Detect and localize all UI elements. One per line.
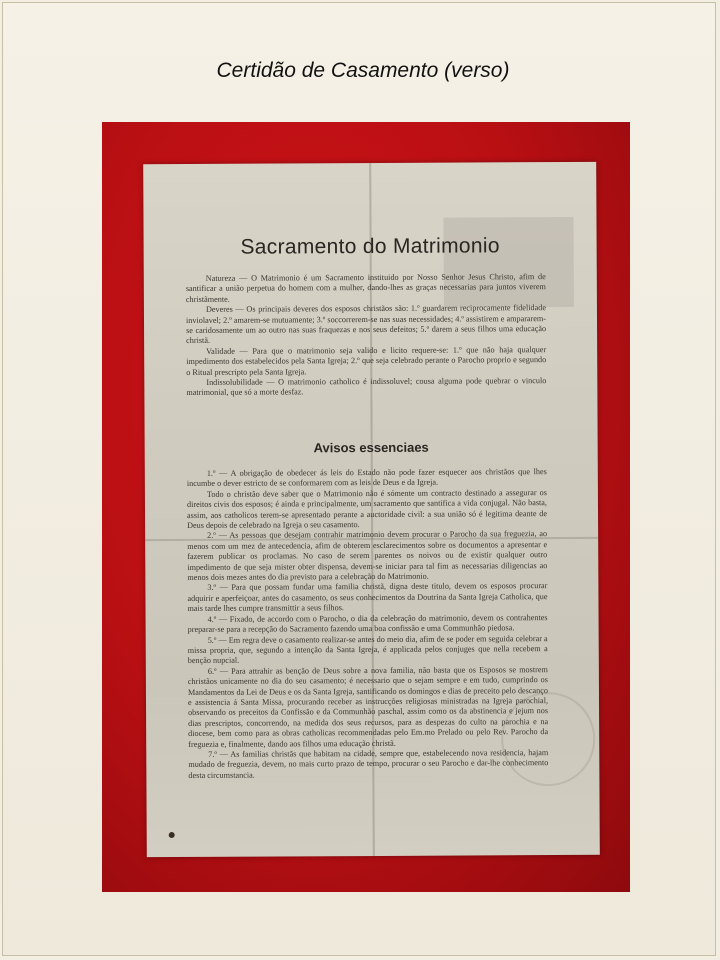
document-photo xyxy=(102,122,630,892)
notice-paragraph: Todo o christão deve saber que o Matrimonio não é sómente um contracto destinado a assegurar os direitos civis dos esposos; é ainda e principalmente, um sacramento que santifica a vida conjugal. Não basta, assim, aos catholicos terem-se apresentado perante a auctoridade civil: a sua união só é legitima deante de Deus depois de celebrado na Igreja o seu casamento. xyxy=(186,487,548,530)
certificate-paper xyxy=(143,162,600,857)
notice-paragraph: 2.º — As pessoas que desejam contrahir matrimonio devem procurar o Parocho da sua freguezia, ao menos com um mez de antecedencia, afim de obterem esclarecimentos sobre os documentos a apresentar e fazerem publicar os proclamas. No caso de serem parentes os noivos ou de existir qualquer outro impedimento de que seja mister obter dispensa, devem-se iniciar para tal fim as necessarias diligencias ao menos dois mezes antes do dia previsto para a celebração do Matrimonio. xyxy=(187,529,548,583)
notice-paragraph: 7.º — As familias christãs que habitam na cidade, sempre que, estabelecendo nova residencia, hajam mudado de freguezia, devem, no mais curto prazo de tempo, procurar o seu Parocho e dar-lhe conhecimento desta circumstancia. xyxy=(188,748,549,780)
document-title: Sacramento do Matrimonio xyxy=(240,234,500,259)
paragraph-deveres: Deveres — Os principais deveres dos esposos christãos são: 1.º guardarem reciprocamente fidelidade inviolavel; 2.º amarem-se mutuamente; 3.º soccorrerem-se nas suas necessidades; 4.º assistirem e ampararem-se caridosamente um ao outro nas suas fraquezas e nos seus defeitos; 5.º darem a seus filhos uma educação christã. xyxy=(185,303,547,346)
notice-paragraph: 3.º — Para que possam fundar uma familia christã, digna deste titulo, devem os esposos procurar adquirir e aperfeiçoar, antes do casamento, os seus conhecimentos da Doutrina da Santa Igreja Catholica, que mais tarde lhes cumpre transmittir a seus filhos. xyxy=(187,581,548,614)
notice-paragraph: 4.º — Fixado, de accordo com o Parocho, o dia da celebração do matrimonio, devem os contrahentes preparar-se para a recepção do Sacramento fazendo uma boa confissão e uma Communhão piedosa. xyxy=(187,612,548,635)
notices-section xyxy=(187,467,549,781)
paragraph-indissolubilidade: Indissolubilidade — O matrimonio catholico é indissoluvel; cousa alguma pode quebrar o vinculo matrimonial, que só a morte desfaz. xyxy=(186,376,547,398)
notice-paragraph: 6.º — Para attrahir as benção de Deus sobre a nova familia, não basta que os Esposos se mostrem christãos unicamente no dia do seu casamento; é necessario que o sejam sempre e em tudo, cumprindo os Mandamentos da Lei de Deus e os da Santa Igreja, santificando os domingos e dias de preceito pelo descanço e assistencia á Santa Missa, procurando receber as instrucções religiosas ministradas na Igreja parochial, observando os preceitos da Confissão e da Communhão paschal, assim como os da abstinencia e jejum nos dias prescriptos, concorrendo, na medida dos seus recursos, para as despezas do culto na parochia e na diocese, bem como para as obras catholicas recommendadas pelo Em.mo Prelado ou pelo Rev. Parocho da freguezia e, finalmente, dando aos filhos uma educação christã. xyxy=(187,664,549,749)
paragraph-natureza: Natureza — O Matrimonio é um Sacramento instituido por Nosso Senhor Jesus Christo, afim de santificar a união perpetua do homem com a mulher, dando-lhes as graças necessarias para juntos viverem christãmente. xyxy=(185,272,546,304)
notice-paragraph: 5.º — Em regra deve o casamento realizar-se antes do meio dia, afim de se poder em seguida celebrar a missa propria, que, segundo a intenção da Santa Igreja, é applicada pelos conjuges que nella recebem a benção nupcial. xyxy=(187,633,548,666)
notices-heading: Avisos essenciaes xyxy=(313,439,429,456)
slide-frame xyxy=(2,2,716,956)
intro-section xyxy=(186,272,547,399)
notice-paragraph: 1.º — A obrigação de obedecer ás leis do Estado não pode fazer esquecer aos christãos que lhes incumbe o dever estricto de se conformarem com as leis de Deus e da Igreja. xyxy=(186,467,547,489)
slide-caption: Certidão de Casamento (verso) xyxy=(216,59,510,82)
paragraph-validade: Validade — Para que o matrimonio seja valido e licito requere-se: 1.º que não haja qualquer impedimento dos estabelecidos pela Santa Igreja; 2.º que seja celebrado perante o Parocho proprio e segundo o Ritual prescripto pela Santa Igreja. xyxy=(186,344,547,377)
ink-spot xyxy=(169,832,175,838)
